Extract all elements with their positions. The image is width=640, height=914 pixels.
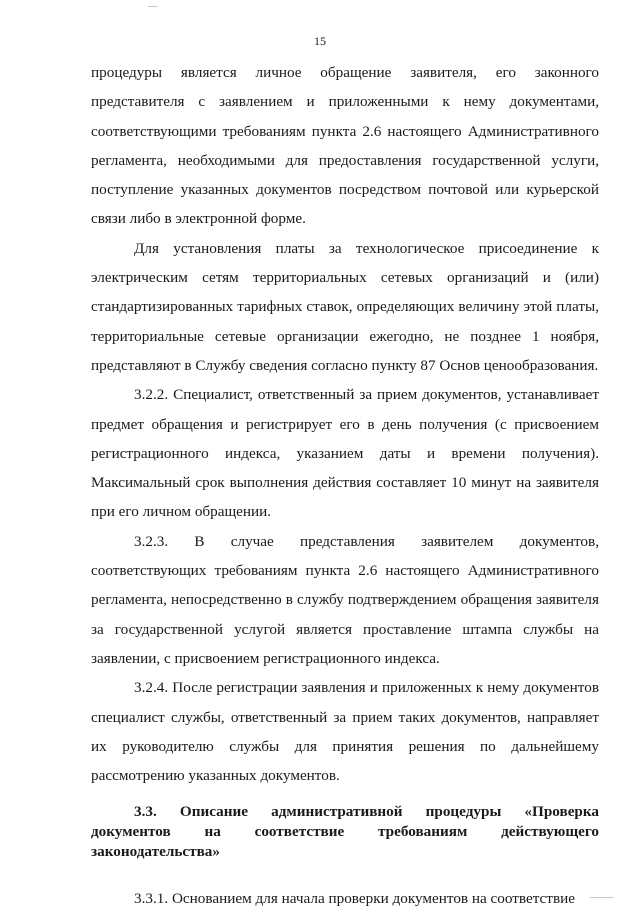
section-heading-3-3: 3.3. Описание административной процедуры «Проверка документов на соответствие требованиям действующего законодательства» [91,803,599,861]
paragraph-3-3-1: 3.3.1. Основанием для начала проверки документов на соответствие [134,890,575,908]
paragraph-continuation: процедуры является личное обращение заявителя, его законного представителя с заявлением и приложенными к нему документами, соответствующими требованиям пункта 2.6 настоящего Административного регламента, необходимыми для предоставления государственной услуги, поступление указанных документов посредством почтовой или курьерской связи либо в электронной форме. [91,64,599,228]
document-body [91,58,599,914]
paragraph-3-2-2: 3.2.2. Специалист, ответственный за прием документов, устанавливает предмет обращения и регистрирует его в день получения (с присвоением регистрационного индекса, указанием даты и времени получения). Максимальный срок выполнения действия составляет 10 минут на заявителя при его личном обращении. [91,386,599,521]
paragraph-3-2-4: 3.2.4. После регистрации заявления и приложенных к нему документов специалист службы, ответственный за прием таких документов, направляет их руководителю службы для принятия решения по дальнейшему рассмотрению указанных документов. [91,679,599,785]
scan-artifact [148,6,158,7]
paragraph-3-2-3: 3.2.3. В случае представления заявителем документов, соответствующих требованиям пункта 2.6 настоящего Административного регламента, непосредственно в службу подтверждением обращения заявителя за государственной услугой является проставление штампа службы на заявлении, с присвоением регистрационного индекса. [91,532,599,667]
paragraph-fee-establishment: Для установления платы за технологическое присоединение к электрическим сетям территориальных сетевых организаций и (или) стандартизированных тарифных ставок, определяющих величину этой платы, территориальные сетевые организации ежегодно, не позднее 1 ноября, представляют в Службу сведения согласно пункту 87 Основ ценообразования. [91,239,599,374]
page-number: 15 [314,34,326,48]
